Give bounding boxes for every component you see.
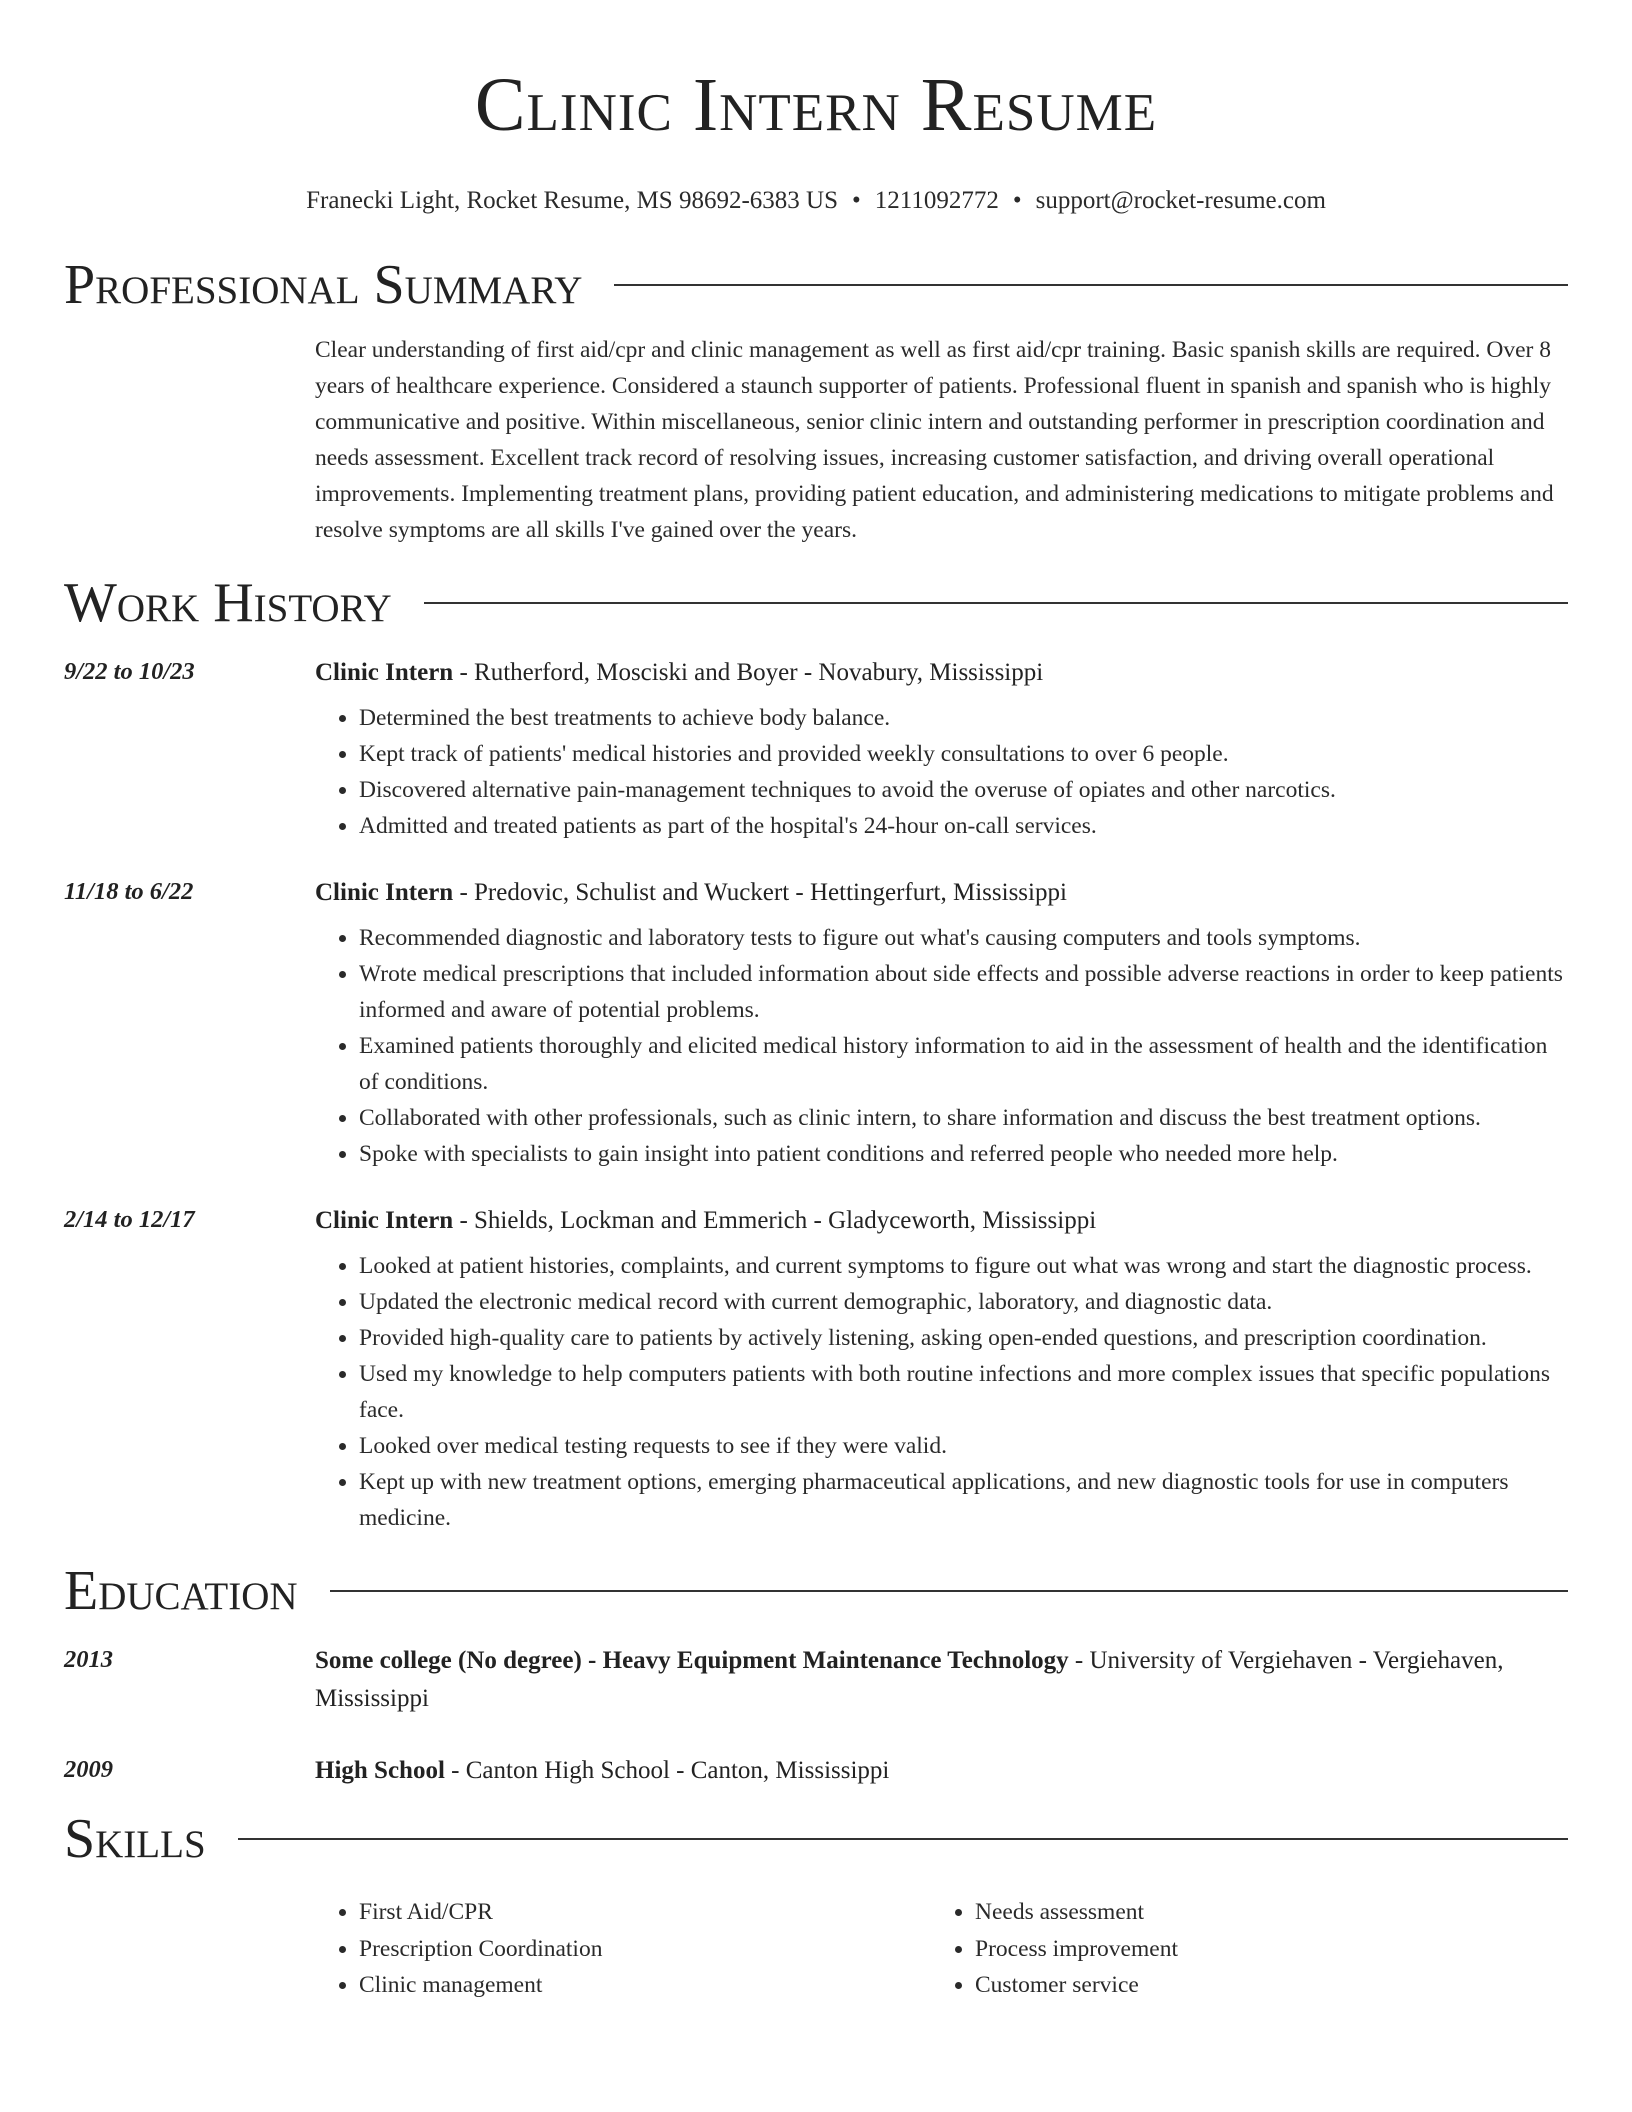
- contact-email: support@rocket-resume.com: [1035, 187, 1326, 214]
- list-item: • Examined patients thoroughly and elicited medical history information to aid in the assessment of health and the identification of conditions.: [359, 1028, 1568, 1100]
- job-heading: [315, 654, 1568, 844]
- job-heading: [315, 874, 1568, 1172]
- skills-column-left: [315, 1894, 931, 2004]
- contact-line: [64, 186, 1568, 216]
- summary-section: [64, 250, 1568, 548]
- education-year: 2009: [64, 1756, 113, 1783]
- section-header: [64, 568, 1568, 638]
- job-bullets: [315, 700, 1568, 844]
- education-section: [64, 1556, 1568, 1790]
- list-item: • Determined the best treatments to achieve body balance.: [359, 700, 1568, 736]
- list-item: • Looked over medical testing requests to see if they were valid.: [359, 1428, 1568, 1464]
- job-entry: [64, 874, 1568, 1172]
- education-details: [315, 1642, 1568, 1718]
- education-year: 2013: [64, 1646, 113, 1673]
- job-dates: 9/22 to 10/23: [64, 658, 195, 685]
- summary-text: Clear understanding of first aid/cpr and clinic management as well as first aid/cpr training. Basic spanish skills are required. Over 8 years of healthcare experience. Considered a staunch supporter of patients. Professional fluent in spanish and spanish who is highly communicative and positive. Within miscellaneous, senior clinic intern and outstanding performer in prescription coordination and needs assessment. Excellent track record of resolving issues, increasing customer satisfaction, and driving overall operational improvements. Implementing treatment plans, providing patient education, and administering medications to mitigate problems and resolve symptoms are all skills I've gained over the years.: [315, 337, 1554, 543]
- section-title-work: Work History: [64, 572, 392, 634]
- job-title: Clinic Intern: [315, 1207, 454, 1234]
- job-dates: 2/14 to 12/17: [64, 1206, 195, 1233]
- section-title-education: Education: [64, 1560, 298, 1622]
- job-title: Clinic Intern: [315, 879, 454, 906]
- section-header: [64, 1556, 1568, 1626]
- skill-item: • First Aid/CPR: [359, 1894, 931, 1931]
- education-school: - University of Vergiehaven - Vergiehaven, Mississippi: [315, 1647, 1504, 1712]
- contact-address: Franecki Light, Rocket Resume, MS 98692-6383 US: [306, 187, 838, 214]
- section-rule: [238, 1838, 1568, 1840]
- section-header: [64, 250, 1568, 320]
- job-title: Clinic Intern: [315, 659, 454, 686]
- skill-item: • Prescription Coordination: [359, 1931, 931, 1968]
- list-item: • Recommended diagnostic and laboratory tests to figure out what's causing computers and tools symptoms.: [359, 920, 1568, 956]
- section-rule: [424, 602, 1568, 604]
- section-rule: [330, 1590, 1568, 1592]
- section-rule: [614, 284, 1568, 286]
- list-item: • Used my knowledge to help computers patients with both routine infections and more complex issues that specific populations face.: [359, 1356, 1568, 1428]
- job-entry: [64, 1202, 1568, 1536]
- education-entry: [64, 1642, 1568, 1718]
- list-item: • Spoke with specialists to gain insight into patient conditions and referred people who needed more help.: [359, 1136, 1568, 1172]
- education-school: - Canton High School - Canton, Mississippi: [444, 1757, 890, 1784]
- work-history-section: [64, 568, 1568, 1536]
- job-details: - Shields, Lockman and Emmerich - Gladyceworth, Mississippi: [453, 1207, 1097, 1234]
- education-degree: High School: [315, 1757, 445, 1784]
- education-entry: [64, 1752, 1568, 1790]
- section-header: [64, 1804, 1568, 1874]
- list-item: • Provided high-quality care to patients by actively listening, asking open-ended questions, and prescription coordination.: [359, 1320, 1568, 1356]
- list-item: • Looked at patient histories, complaints, and current symptoms to figure out what was wrong and start the diagnostic process.: [359, 1248, 1568, 1284]
- job-dates: 11/18 to 6/22: [64, 878, 194, 905]
- page-title: Clinic Intern Resume: [474, 63, 1158, 147]
- education-degree: Some college (No degree) - Heavy Equipment Maintenance Technology: [315, 1647, 1069, 1674]
- list-item: • Kept track of patients' medical histories and provided weekly consultations to over 6 people.: [359, 736, 1568, 772]
- contact-separator: •: [1012, 187, 1022, 214]
- contact-separator: •: [852, 187, 861, 214]
- job-heading: [315, 1202, 1568, 1536]
- job-details: - Predovic, Schulist and Wuckert - Hettingerfurt, Mississippi: [453, 879, 1067, 906]
- contact-phone: 1211092772: [874, 187, 999, 214]
- skill-item: • Needs assessment: [975, 1894, 1547, 1931]
- skill-item: • Clinic management: [359, 1967, 931, 2004]
- job-bullets: [315, 920, 1568, 1172]
- list-item: • Kept up with new treatment options, emerging pharmaceutical applications, and new diagnostic tools for use in computers medicine.: [359, 1464, 1568, 1536]
- skill-item: • Customer service: [975, 1967, 1547, 2004]
- skills-section: [64, 1804, 1568, 2004]
- list-item: • Wrote medical prescriptions that included information about side effects and possible adverse reactions in order to keep patients informed and aware of potential problems.: [359, 956, 1568, 1028]
- list-item: • Admitted and treated patients as part of the hospital's 24-hour on-call services.: [359, 808, 1568, 844]
- skills-grid: [315, 1894, 1568, 2004]
- job-bullets: [315, 1248, 1568, 1536]
- skills-column-right: [931, 1894, 1547, 2004]
- job-details: - Rutherford, Mosciski and Boyer - Novabury, Mississippi: [453, 659, 1044, 686]
- education-details: [315, 1752, 1568, 1790]
- skill-item: • Process improvement: [975, 1931, 1547, 1968]
- job-entry: [64, 654, 1568, 844]
- list-item: • Collaborated with other professionals, such as clinic intern, to share information and discuss the best treatment options.: [359, 1100, 1568, 1136]
- list-item: • Discovered alternative pain-management techniques to avoid the overuse of opiates and other narcotics.: [359, 772, 1568, 808]
- list-item: • Updated the electronic medical record with current demographic, laboratory, and diagnostic data.: [359, 1284, 1568, 1320]
- section-title-skills: Skills: [64, 1808, 206, 1870]
- section-title-summary: Professional Summary: [64, 254, 583, 316]
